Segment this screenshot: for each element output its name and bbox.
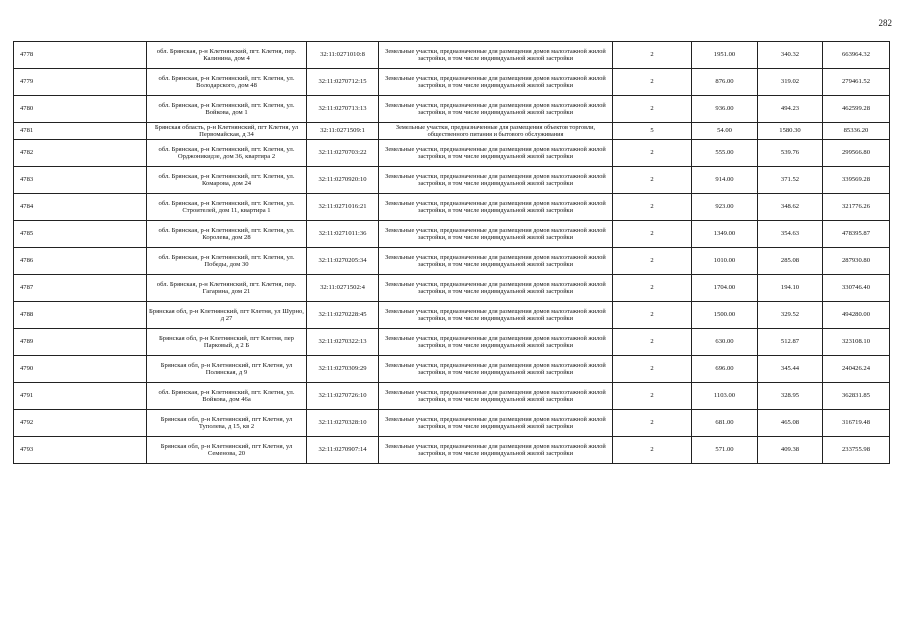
group-cell: 2 xyxy=(613,140,692,167)
cadastral-value-cell: 362831.85 xyxy=(823,383,890,410)
area-cell: 1349.00 xyxy=(692,221,758,248)
land-use-cell: Земельные участки, предназначенные для размещения домов малоэтажной жилой застройки, в том числе индивидуальной жилой застройки xyxy=(379,248,613,275)
row-id-cell: 4787 xyxy=(14,275,147,302)
cadastral-number-cell: 32:11:0271016:21 xyxy=(307,194,379,221)
cadastral-value-cell: 299566.80 xyxy=(823,140,890,167)
specific-value-cell: 319.02 xyxy=(758,69,823,96)
specific-value-cell: 328.95 xyxy=(758,383,823,410)
group-cell: 2 xyxy=(613,167,692,194)
land-use-cell: Земельные участки, предназначенные для размещения домов малоэтажной жилой застройки, в том числе индивидуальной жилой застройки xyxy=(379,302,613,329)
table-row xyxy=(14,221,890,248)
cadastral-value-cell: 279461.52 xyxy=(823,69,890,96)
cadastral-value-cell: 478395.87 xyxy=(823,221,890,248)
table-row xyxy=(14,248,890,275)
group-cell: 2 xyxy=(613,383,692,410)
area-cell: 1951.00 xyxy=(692,42,758,69)
cadastral-number-cell: 32:11:0270703:22 xyxy=(307,140,379,167)
address-cell: обл. Брянская, р-н Клетнянский, пгт. Клетня, пер. Гагарина, дом 21 xyxy=(147,275,307,302)
land-use-cell: Земельные участки, предназначенные для размещения домов малоэтажной жилой застройки, в том числе индивидуальной жилой застройки xyxy=(379,42,613,69)
cadastral-value-cell: 339569.28 xyxy=(823,167,890,194)
address-cell: обл. Брянская, р-н Клетнянский, пгт. Клетня, ул. Королева, дом 28 xyxy=(147,221,307,248)
specific-value-cell: 539.76 xyxy=(758,140,823,167)
land-use-cell: Земельные участки, предназначенные для размещения домов малоэтажной жилой застройки, в том числе индивидуальной жилой застройки xyxy=(379,329,613,356)
address-cell: Брянская обл, р-н Клетнянский, пгт Клетня, ул Туполева, д 15, кв 2 xyxy=(147,410,307,437)
table-row xyxy=(14,140,890,167)
row-id-cell: 4779 xyxy=(14,69,147,96)
area-cell: 1500.00 xyxy=(692,302,758,329)
specific-value-cell: 371.52 xyxy=(758,167,823,194)
address-cell: Брянская обл, р-н Клетнянский, пгт Клетня, ул Семенова, 20 xyxy=(147,437,307,464)
cadastral-number-cell: 32:11:0270712:15 xyxy=(307,69,379,96)
table-row xyxy=(14,69,890,96)
area-cell: 936.00 xyxy=(692,96,758,123)
specific-value-cell: 348.62 xyxy=(758,194,823,221)
cadastral-number-cell: 32:11:0270309:29 xyxy=(307,356,379,383)
cadastral-number-cell: 32:11:0271010:8 xyxy=(307,42,379,69)
cadastral-number-cell: 32:11:0270713:13 xyxy=(307,96,379,123)
group-cell: 5 xyxy=(613,123,692,140)
row-id-cell: 4780 xyxy=(14,96,147,123)
cadastral-number-cell: 32:11:0270920:10 xyxy=(307,167,379,194)
group-cell: 2 xyxy=(613,302,692,329)
cadastral-number-cell: 32:11:0271011:36 xyxy=(307,221,379,248)
row-id-cell: 4785 xyxy=(14,221,147,248)
area-cell: 1704.00 xyxy=(692,275,758,302)
address-cell: обл. Брянская, р-н Клетнянский, пгт. Клетня, ул. Войкова, дом 46а xyxy=(147,383,307,410)
land-use-cell: Земельные участки, предназначенные для размещения домов малоэтажной жилой застройки, в том числе индивидуальной жилой застройки xyxy=(379,383,613,410)
row-id-cell: 4791 xyxy=(14,383,147,410)
group-cell: 2 xyxy=(613,96,692,123)
cadastral-value-cell: 330746.40 xyxy=(823,275,890,302)
area-cell: 1010.00 xyxy=(692,248,758,275)
group-cell: 2 xyxy=(613,248,692,275)
cadastral-value-cell: 321776.26 xyxy=(823,194,890,221)
table-row xyxy=(14,42,890,69)
address-cell: Брянская область, р-н Клетнянский, пгт Клетня, ул Первомайская, д 34 xyxy=(147,123,307,140)
area-cell: 681.00 xyxy=(692,410,758,437)
specific-value-cell: 345.44 xyxy=(758,356,823,383)
land-use-cell: Земельные участки, предназначенные для размещения домов малоэтажной жилой застройки, в том числе индивидуальной жилой застройки xyxy=(379,437,613,464)
cadastral-number-cell: 32:11:0271509:1 xyxy=(307,123,379,140)
table-row xyxy=(14,356,890,383)
area-cell: 923.00 xyxy=(692,194,758,221)
specific-value-cell: 329.52 xyxy=(758,302,823,329)
address-cell: Брянская обл, р-н Клетнянский, пгт Клетня, пер Парковый, д 2 Б xyxy=(147,329,307,356)
area-cell: 914.00 xyxy=(692,167,758,194)
area-cell: 696.00 xyxy=(692,356,758,383)
group-cell: 2 xyxy=(613,221,692,248)
land-use-cell: Земельные участки, предназначенные для размещения домов малоэтажной жилой застройки, в том числе индивидуальной жилой застройки xyxy=(379,275,613,302)
cadastral-number-cell: 32:11:0271502:4 xyxy=(307,275,379,302)
address-cell: обл. Брянская, р-н Клетнянский, пгт. Клетня, ул. Победы, дом 30 xyxy=(147,248,307,275)
cadastral-value-cell: 494280.00 xyxy=(823,302,890,329)
cadastral-value-cell: 287930.80 xyxy=(823,248,890,275)
group-cell: 2 xyxy=(613,42,692,69)
cadastral-value-table xyxy=(13,41,890,464)
cadastral-number-cell: 32:11:0270322:13 xyxy=(307,329,379,356)
table-row xyxy=(14,194,890,221)
cadastral-number-cell: 32:11:0270726:10 xyxy=(307,383,379,410)
row-id-cell: 4792 xyxy=(14,410,147,437)
specific-value-cell: 194.10 xyxy=(758,275,823,302)
specific-value-cell: 494.23 xyxy=(758,96,823,123)
group-cell: 2 xyxy=(613,329,692,356)
table-row xyxy=(14,410,890,437)
cadastral-value-cell: 663964.32 xyxy=(823,42,890,69)
table-row xyxy=(14,329,890,356)
row-id-cell: 4778 xyxy=(14,42,147,69)
specific-value-cell: 409.38 xyxy=(758,437,823,464)
area-cell: 54.00 xyxy=(692,123,758,140)
row-id-cell: 4784 xyxy=(14,194,147,221)
row-id-cell: 4793 xyxy=(14,437,147,464)
cadastral-value-cell: 316719.48 xyxy=(823,410,890,437)
group-cell: 2 xyxy=(613,356,692,383)
cadastral-number-cell: 32:11:0270907:14 xyxy=(307,437,379,464)
group-cell: 2 xyxy=(613,69,692,96)
table-row xyxy=(14,96,890,123)
table-row xyxy=(14,302,890,329)
land-use-cell: Земельные участки, предназначенные для размещения домов малоэтажной жилой застройки, в том числе индивидуальной жилой застройки xyxy=(379,96,613,123)
specific-value-cell: 285.08 xyxy=(758,248,823,275)
cadastral-number-cell: 32:11:0270328:10 xyxy=(307,410,379,437)
row-id-cell: 4786 xyxy=(14,248,147,275)
row-id-cell: 4783 xyxy=(14,167,147,194)
row-id-cell: 4790 xyxy=(14,356,147,383)
address-cell: Брянская обл, р-н Клетнянский, пгт Клетня, ул Полянская, д 9 xyxy=(147,356,307,383)
group-cell: 2 xyxy=(613,437,692,464)
specific-value-cell: 512.87 xyxy=(758,329,823,356)
land-use-cell: Земельные участки, предназначенные для размещения домов малоэтажной жилой застройки, в том числе индивидуальной жилой застройки xyxy=(379,140,613,167)
group-cell: 2 xyxy=(613,410,692,437)
land-use-cell: Земельные участки, предназначенные для размещения домов малоэтажной жилой застройки, в том числе индивидуальной жилой застройки xyxy=(379,221,613,248)
area-cell: 1103.00 xyxy=(692,383,758,410)
land-use-cell: Земельные участки, предназначенные для размещения домов малоэтажной жилой застройки, в том числе индивидуальной жилой застройки xyxy=(379,410,613,437)
address-cell: обл. Брянская, р-н Клетнянский, пгт. Клетня, ул. Орджоникидзе, дом 36, квартира 2 xyxy=(147,140,307,167)
table-row xyxy=(14,437,890,464)
row-id-cell: 4781 xyxy=(14,123,147,140)
address-cell: обл. Брянская, р-н Клетнянский, пгт. Клетня, ул. Войкова, дом 1 xyxy=(147,96,307,123)
table-row xyxy=(14,123,890,140)
group-cell: 2 xyxy=(613,275,692,302)
cadastral-number-cell: 32:11:0270205:34 xyxy=(307,248,379,275)
land-use-cell: Земельные участки, предназначенные для размещения домов малоэтажной жилой застройки, в том числе индивидуальной жилой застройки xyxy=(379,167,613,194)
cadastral-value-cell: 85336.20 xyxy=(823,123,890,140)
cadastral-value-cell: 323108.10 xyxy=(823,329,890,356)
table-row xyxy=(14,383,890,410)
table-body xyxy=(14,42,890,464)
land-use-cell: Земельные участки, предназначенные для размещения домов малоэтажной жилой застройки, в том числе индивидуальной жилой застройки xyxy=(379,194,613,221)
specific-value-cell: 340.32 xyxy=(758,42,823,69)
address-cell: Брянская обл, р-н Клетнянский, пгт Клетня, ул Шурно, д 27 xyxy=(147,302,307,329)
land-use-cell: Земельные участки, предназначенные для размещения домов малоэтажной жилой застройки, в том числе индивидуальной жилой застройки xyxy=(379,69,613,96)
row-id-cell: 4788 xyxy=(14,302,147,329)
area-cell: 555.00 xyxy=(692,140,758,167)
cadastral-value-cell: 240426.24 xyxy=(823,356,890,383)
cadastral-value-cell: 462599.28 xyxy=(823,96,890,123)
table-row xyxy=(14,167,890,194)
area-cell: 630.00 xyxy=(692,329,758,356)
address-cell: обл. Брянская, р-н Клетнянский, пгт. Клетня, ул. Строителей, дом 11, квартира 1 xyxy=(147,194,307,221)
land-use-cell: Земельные участки, предназначенные для размещения объектов торговли, общественного питания и бытового обслуживания xyxy=(379,123,613,140)
cadastral-value-cell: 233755.98 xyxy=(823,437,890,464)
land-use-cell: Земельные участки, предназначенные для размещения домов малоэтажной жилой застройки, в том числе индивидуальной жилой застройки xyxy=(379,356,613,383)
row-id-cell: 4789 xyxy=(14,329,147,356)
specific-value-cell: 1580.30 xyxy=(758,123,823,140)
area-cell: 571.00 xyxy=(692,437,758,464)
page-number: 282 xyxy=(878,18,892,28)
group-cell: 2 xyxy=(613,194,692,221)
specific-value-cell: 465.08 xyxy=(758,410,823,437)
area-cell: 876.00 xyxy=(692,69,758,96)
row-id-cell: 4782 xyxy=(14,140,147,167)
address-cell: обл. Брянская, р-н Клетнянский, пгт. Клетня, пер. Калинина, дом 4 xyxy=(147,42,307,69)
table-row xyxy=(14,275,890,302)
specific-value-cell: 354.63 xyxy=(758,221,823,248)
cadastral-number-cell: 32:11:0270228:45 xyxy=(307,302,379,329)
address-cell: обл. Брянская, р-н Клетнянский, пгт. Клетня, ул. Володарского, дом 48 xyxy=(147,69,307,96)
address-cell: обл. Брянская, р-н Клетнянский, пгт. Клетня, ул. Комарова, дом 24 xyxy=(147,167,307,194)
